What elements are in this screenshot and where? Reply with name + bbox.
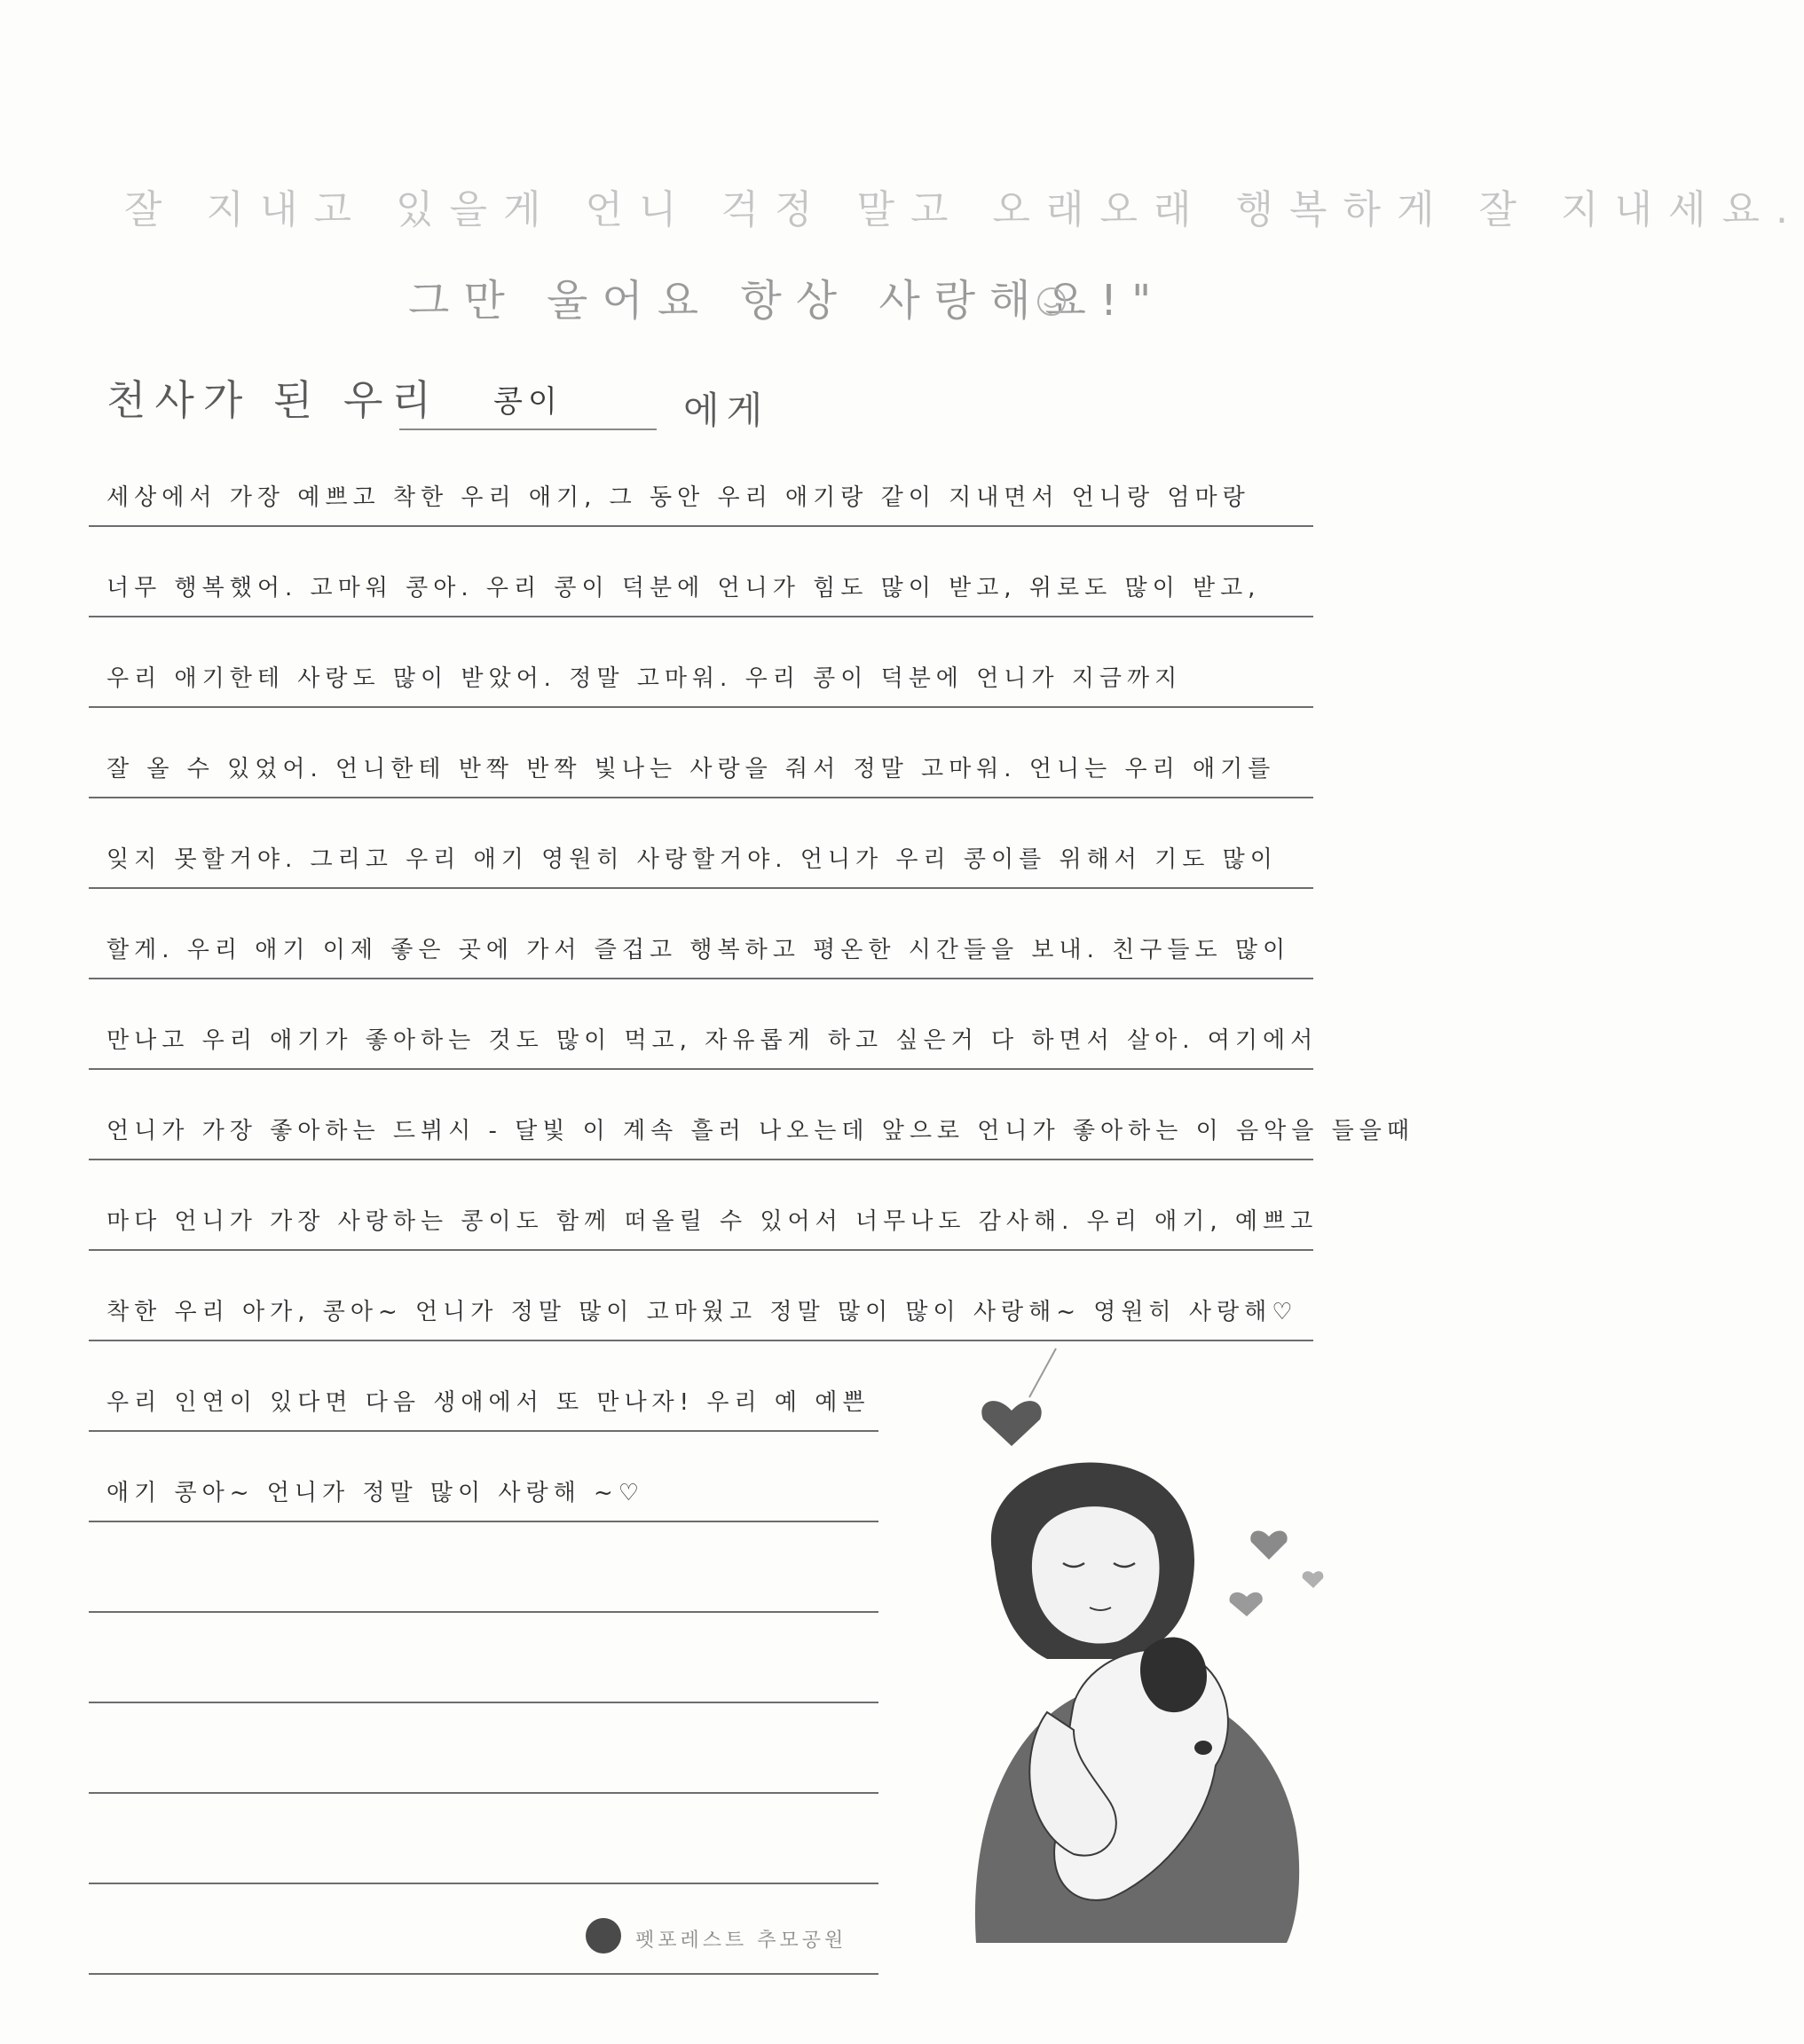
logo-mark — [586, 1918, 621, 1954]
ruled-line — [89, 1068, 1313, 1070]
letter-line-text: 잊지 못할거야. 그리고 우리 애기 영원히 사랑할거야. 언니가 우리 콩이를 위해서 기도 많이 — [106, 846, 1278, 873]
ruled-line — [89, 616, 1313, 617]
ruled-line — [89, 1883, 878, 1884]
logo-text: 펫포레스트 추모공원 — [635, 1930, 847, 1952]
heart-icon — [981, 1401, 1041, 1446]
ruled-line — [89, 1973, 878, 1975]
ruled-line — [89, 797, 1313, 798]
ruled-line — [89, 1611, 878, 1613]
letter-line-text: 우리 애기한테 사랑도 많이 받았어. 정말 고마워. 우리 콩이 덕분에 언니가 지금까지 — [106, 665, 1183, 692]
ruled-line — [89, 1249, 1313, 1251]
salutation-suffix: 에게 — [683, 389, 770, 432]
ruled-line — [89, 1702, 878, 1703]
faded-header-text — [160, 115, 1225, 169]
header-line-1: 잘 지내고 있을게 언니 걱정 말고 오래오래 행복하게 잘 지내세요. — [124, 187, 1804, 232]
ruled-line — [89, 706, 1313, 708]
ruled-line — [89, 1521, 878, 1522]
ruled-line — [89, 1430, 878, 1432]
heart-icon — [1250, 1530, 1287, 1560]
letter-line-text: 할게. 우리 애기 이제 좋은 곳에 가서 즐겁고 행복하고 평온한 시간들을 보내. 친구들도 많이 — [106, 937, 1291, 963]
letter-line-text: 잘 올 수 있었어. 언니한테 반짝 반짝 빛나는 사랑을 줘서 정말 고마워. 언니는 우리 애기를 — [106, 756, 1276, 782]
letter-line-text: 착한 우리 아가, 콩아~ 언니가 정말 많이 고마웠고 정말 많이 많이 사랑해~ 영원히 사랑해♡ — [106, 1299, 1298, 1325]
letter-line-text: 언니가 가장 좋아하는 드뷔시 - 달빛 이 계속 흘러 나오는데 앞으로 언니가 좋아하는 이 음악을 들을때 — [106, 1118, 1414, 1144]
letter-line-text: 애기 콩아~ 언니가 정말 많이 사랑해 ~♡ — [106, 1480, 645, 1506]
heart-icon — [1230, 1592, 1263, 1616]
ruled-line — [89, 978, 1313, 979]
ruled-line — [89, 1792, 878, 1794]
footer-logo — [586, 1907, 847, 1961]
letter-line-text: 너무 행복했어. 고마워 콩아. 우리 콩이 덕분에 언니가 힘도 많이 받고, 위로도 많이 받고, — [106, 575, 1261, 601]
letter-line-text: 마다 언니가 가장 사랑하는 콩이도 함께 떠올릴 수 있어서 너무나도 감사해. 우리 애기, 예쁘고 — [106, 1208, 1319, 1235]
ruled-line — [89, 887, 1313, 889]
smile-icon — [1034, 284, 1069, 319]
recipient-name: 콩이 — [399, 377, 657, 430]
ruled-line — [89, 1159, 1313, 1160]
letter-line-text: 만나고 우리 애기가 좋아하는 것도 많이 먹고, 자유롭게 하고 싶은거 다 하면서 살아. 여기에서 — [106, 1027, 1319, 1054]
letter-line-text: 우리 인연이 있다면 다음 생애에서 또 만나자! 우리 예 예쁜 — [106, 1389, 870, 1416]
ruled-line — [89, 525, 1313, 527]
heart-icon — [1303, 1571, 1324, 1588]
letter-line-text: 세상에서 가장 예쁘고 착한 우리 애기, 그 동안 우리 애기랑 같이 지내면서 언니랑 엄마랑 — [106, 484, 1250, 511]
header-line-2: 그만 울어요 항상 사랑해요!" — [408, 276, 1166, 326]
salutation-prefix: 천사가 된 우리 — [106, 376, 440, 424]
girl-hugging-dog-illustration — [941, 1331, 1367, 1952]
